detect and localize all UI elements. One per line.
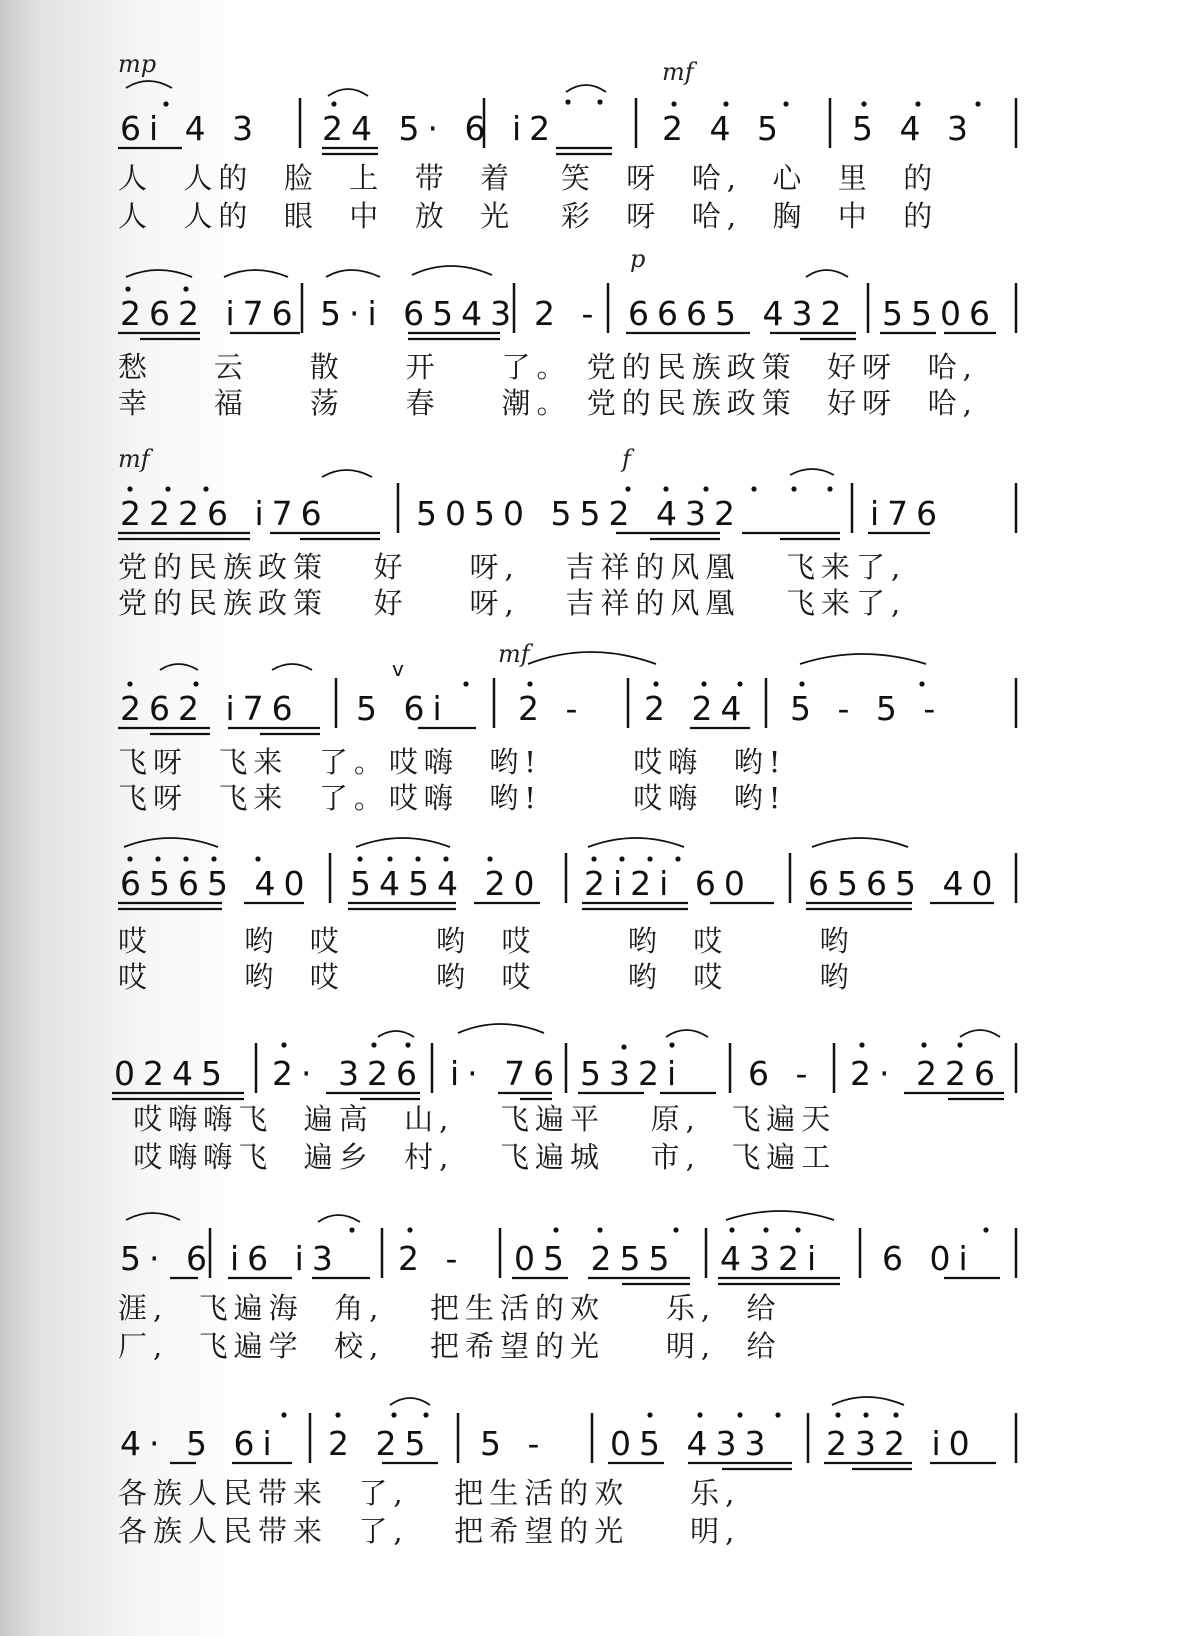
dynamic-mark: mp bbox=[118, 50, 157, 78]
measure bbox=[518, 652, 656, 728]
dynamic-mark: mf bbox=[662, 58, 694, 86]
notes: 6565 40 bbox=[808, 864, 1001, 903]
notes: 2· 226 bbox=[850, 1054, 1003, 1093]
notes: 232 i0 bbox=[826, 1424, 978, 1463]
score-line-8 bbox=[0, 1385, 1189, 1575]
dynamic-mark: p bbox=[630, 245, 646, 273]
dynamic-mark: mf bbox=[498, 640, 530, 668]
dynamic-mark: f bbox=[622, 445, 631, 473]
measure bbox=[416, 469, 840, 539]
measure bbox=[578, 1030, 716, 1093]
notes: 5 - 5 - bbox=[790, 689, 944, 728]
measure bbox=[348, 838, 542, 909]
notes: 0245 bbox=[114, 1054, 230, 1093]
measure bbox=[272, 1031, 425, 1099]
measure bbox=[120, 1213, 215, 1278]
lyric-verse-1: 涯, 飞遍海 角, 把生活的欢 乐, 给 bbox=[118, 1291, 782, 1325]
notes: 5506 bbox=[882, 294, 998, 333]
notes: 5050 552 432 bbox=[416, 494, 743, 533]
lyric-verse-2: 哎嗨嗨飞 遍乡 村, 飞遍城 市, 飞遍工 bbox=[118, 1140, 837, 1174]
notes: 2 - bbox=[534, 294, 602, 333]
dynamic-mark: mf bbox=[118, 445, 150, 473]
measure bbox=[880, 294, 998, 333]
lyric-verse-2: 各族人民带来 了, 把希望的光 明, bbox=[118, 1514, 741, 1548]
lyric-verse-1: 愁 云 散 开 了。 党的民族政策 好呀 哈, bbox=[118, 350, 978, 384]
score-line-2 bbox=[0, 245, 1189, 435]
measure bbox=[120, 1412, 292, 1463]
measure bbox=[662, 101, 789, 148]
notes: 2i2i 60 bbox=[584, 864, 753, 903]
measure bbox=[824, 1397, 996, 1469]
lyric-verse-2: 飞呀 飞来 了。哎嗨 哟! 哎嗨 哟! bbox=[118, 781, 787, 815]
measure bbox=[626, 270, 856, 339]
measure bbox=[480, 1424, 547, 1463]
notes: 2226 i76 bbox=[120, 494, 330, 533]
measure bbox=[850, 1030, 1004, 1099]
notes: 5 - bbox=[480, 1424, 548, 1463]
score-line-1 bbox=[0, 50, 1189, 240]
notes: 432i bbox=[720, 1239, 825, 1278]
measure bbox=[608, 1412, 792, 1469]
measure bbox=[882, 1227, 1000, 1278]
measure bbox=[534, 294, 601, 333]
measure bbox=[790, 654, 943, 728]
lyric-verse-1: 人 人的 脸 上 带 着 笑 呀 哈, 心 里 的 bbox=[118, 161, 939, 195]
notes: 2 - bbox=[398, 1239, 466, 1278]
notes: 4· 5 6i bbox=[120, 1424, 280, 1463]
notes: 262 i76 bbox=[120, 294, 301, 333]
notes: 5 4 3 bbox=[852, 109, 976, 148]
lyric-verse-1: 哎 哟 哎 哟 哎 哟 哎 哟 bbox=[118, 924, 855, 958]
measure bbox=[806, 838, 1000, 909]
lyric-verse-2: 厂, 飞遍学 校, 把希望的光 明, 给 bbox=[118, 1329, 782, 1363]
measure bbox=[112, 1054, 244, 1099]
breath-mark: v bbox=[392, 657, 404, 681]
lyric-verse-1: 各族人民带来 了, 把生活的欢 乐, bbox=[118, 1476, 741, 1510]
measure bbox=[644, 681, 750, 728]
notes: 2· 326 bbox=[272, 1054, 425, 1093]
measure bbox=[118, 270, 301, 339]
score-line-3 bbox=[0, 445, 1189, 635]
measure bbox=[118, 664, 320, 734]
measure bbox=[868, 494, 945, 533]
measure bbox=[450, 1024, 562, 1099]
lyric-verse-1: 飞呀 飞来 了。哎嗨 哟! 哎嗨 哟! bbox=[118, 745, 787, 779]
score-line-5 bbox=[0, 825, 1189, 1015]
notes: 6i 4 3 bbox=[120, 109, 262, 148]
measure bbox=[118, 838, 312, 909]
notes: i6 i3 bbox=[230, 1239, 341, 1278]
notes: 5 6i bbox=[356, 689, 450, 728]
notes: 05 433 bbox=[610, 1424, 774, 1463]
lyric-verse-2: 幸 福 荡 春 潮。 党的民族政策 好呀 哈, bbox=[118, 386, 978, 420]
measure bbox=[852, 101, 981, 148]
score-line-4 bbox=[0, 640, 1189, 830]
measure bbox=[356, 681, 476, 728]
notes: 2 25 bbox=[328, 1424, 434, 1463]
notes: 532i bbox=[580, 1054, 685, 1093]
measure bbox=[582, 838, 774, 909]
notes: 5454 20 bbox=[350, 864, 543, 903]
notes: 6665 432 bbox=[628, 294, 850, 333]
measure bbox=[320, 266, 519, 339]
notes: i· 76 bbox=[450, 1054, 563, 1093]
measure bbox=[748, 1054, 815, 1093]
lyric-verse-1: 哎嗨嗨飞 遍高 山, 飞遍平 原, 飞遍天 bbox=[118, 1102, 837, 1136]
notes: i76 bbox=[870, 494, 946, 533]
notes: 5·i 6543 bbox=[320, 294, 520, 333]
measure bbox=[118, 470, 380, 539]
lyric-verse-2: 哎 哟 哎 哟 哎 哟 哎 哟 bbox=[118, 960, 855, 994]
measure bbox=[512, 1227, 690, 1284]
measure bbox=[398, 1227, 465, 1278]
score-line-7 bbox=[0, 1200, 1189, 1390]
notes: 24 5· 6 i2 bbox=[322, 109, 559, 148]
notes: 2 4 5 bbox=[662, 109, 786, 148]
lyric-verse-2: 党的民族政策 好 呀, 吉祥的风凰 飞来了, bbox=[118, 586, 907, 620]
notes: 6 - bbox=[748, 1054, 816, 1093]
notes: 05 255 bbox=[514, 1239, 678, 1278]
measure bbox=[118, 81, 261, 148]
score-line-6 bbox=[0, 1015, 1189, 1205]
notes: 262 i76 bbox=[120, 689, 301, 728]
notes: 6 0i bbox=[882, 1239, 976, 1278]
notes: 5· 6 bbox=[120, 1239, 215, 1278]
notes: 2 - bbox=[518, 689, 586, 728]
measure bbox=[322, 85, 612, 154]
measure bbox=[718, 1211, 840, 1284]
measure bbox=[328, 1398, 438, 1463]
measure bbox=[228, 1215, 370, 1278]
notes: 2 24 bbox=[644, 689, 750, 728]
lyric-verse-2: 人 人的 眼 中 放 光 彩 呀 哈, 胸 中 的 bbox=[118, 199, 939, 233]
notes: 6565 40 bbox=[120, 864, 313, 903]
lyric-verse-1: 党的民族政策 好 呀, 吉祥的风凰 飞来了, bbox=[118, 550, 907, 584]
